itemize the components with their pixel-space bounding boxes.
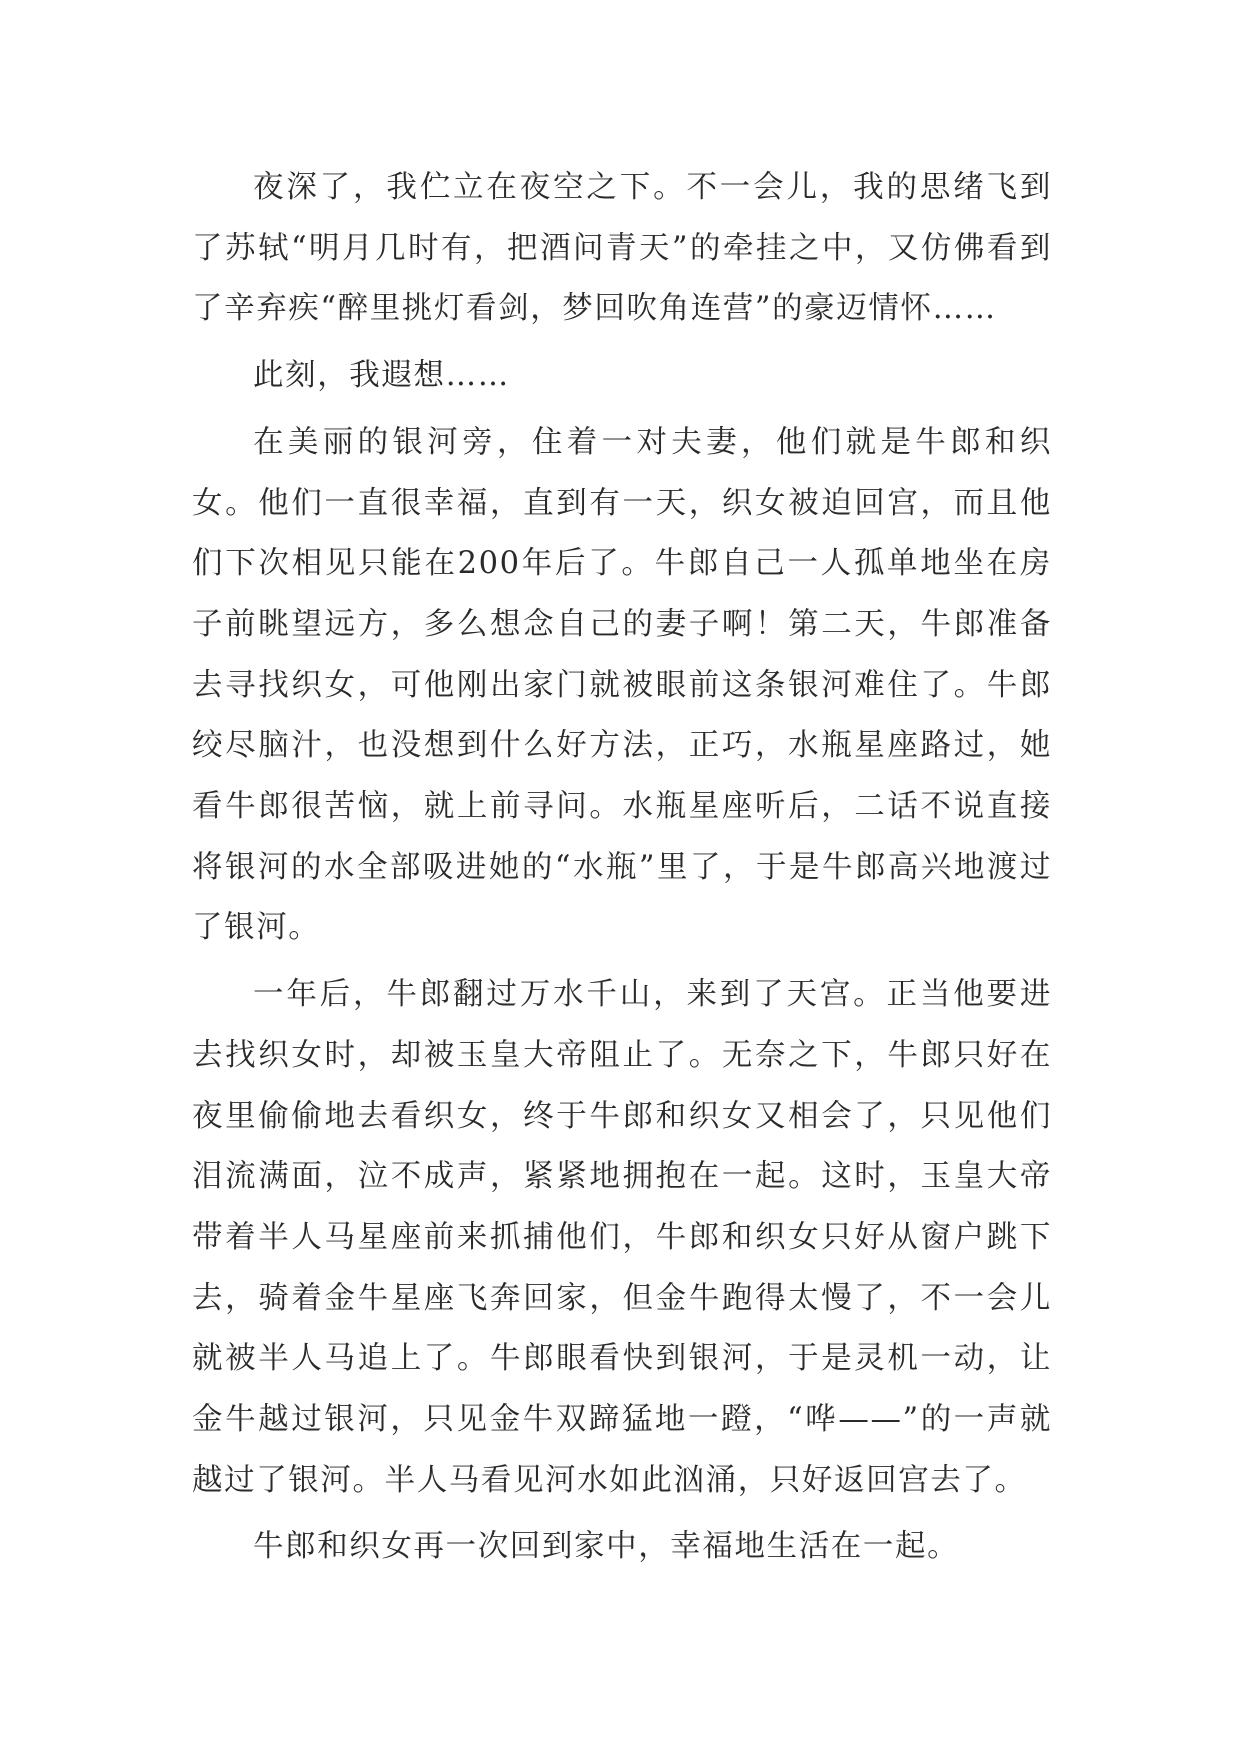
paragraph-1: 夜深了，我伫立在夜空之下。不一会儿，我的思绪飞到了苏轼“明月几时有，把酒问青天”的牵挂之中，又仿佛看到了辛弃疾“醉里挑灯看剑，梦回吹角连营”的豪迈情怀…… [192,170,1052,327]
paragraph-4: 一年后，牛郎翻过万水千山，来到了天宫。正当他要进去找织女时，却被玉皇大帝阻止了。无奈之下，牛郎只好在夜里偷偷地去看织女，终于牛郎和织女又相会了，只见他们泪流满面，泣不成声，紧紧地拥抱在一起。这时，玉皇大帝带着半人马星座前来抓捕他们，牛郎和织女只好从窗户跳下去，骑着金牛星座飞奔回家，但金牛跑得太慢了，不一会儿就被半人马追上了。牛郎眼看快到银河，于是灵机一动，让金牛越过银河，只见金牛双蹄猛地一蹬，“哗——”的一声就越过了银河。半人马看见河水如此汹涌，只好返回宫去了。 [192,977,1052,1498]
paragraph-5: 牛郎和织女再一次回到家中，幸福地生活在一起。 [253,1529,960,1565]
document-body [192,158,1052,1578]
paragraph-3: 在美丽的银河旁，住着一对夫妻，他们就是牛郎和织女。他们一直很幸福，直到有一天，织女被迫回宫，而且他们下次相见只能在200年后了。牛郎自己一人孤单地坐在房子前眺望远方，多么想念自己的妻子啊！第二天，牛郎准备去寻找织女，可他刚出家门就被眼前这条银河难住了。牛郎绞尽脑汁，也没想到什么好方法，正巧，水瓶星座路过，她看牛郎很苦恼，就上前寻问。水瓶星座听后，二话不说直接将银河的水全部吸进她的“水瓶”里了，于是牛郎高兴地渡过了银河。 [192,424,1052,946]
paragraph-2: 此刻，我遐想…… [253,358,510,394]
